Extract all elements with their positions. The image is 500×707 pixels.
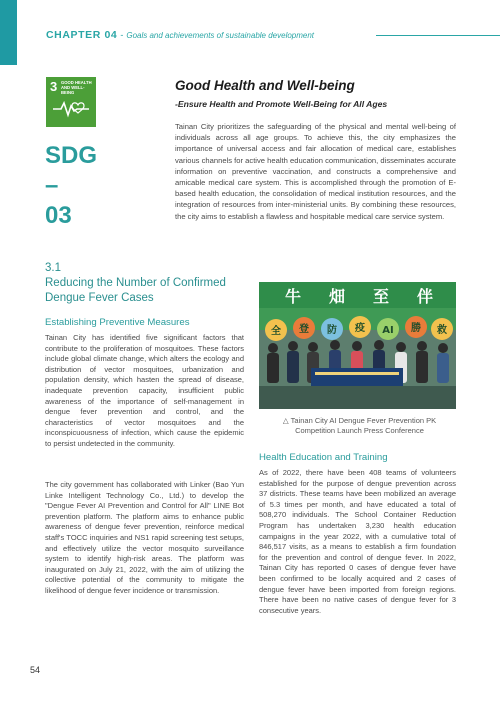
banner-char: AI: [382, 325, 394, 336]
banner-char: 全: [271, 326, 281, 337]
photo-caption: [262, 416, 457, 436]
banner-char: 畑: [328, 287, 346, 306]
sdg-tile-number: 3: [50, 79, 58, 94]
sdg-tile-label: GOOD HEALTH AND WELL-BEING: [61, 80, 92, 95]
goal-subtitle: -Ensure Health and Promote Well-Being for All Ages: [175, 99, 388, 109]
section-title: Reducing the Number of Confirmed Dengue Fever Cases: [45, 277, 226, 304]
chapter-rule: [376, 35, 500, 36]
sdg-code-line: 03: [45, 202, 72, 229]
section-number: 3.1: [45, 262, 61, 274]
press-conference-photo: [259, 282, 456, 409]
banner-char: 至: [372, 287, 390, 306]
left-heading: Establishing Preventive Measures: [45, 317, 190, 328]
left-paragraph-1: Tainan City has identified five significant factors that contribute to the proliferation of mosquitoes. These factors include global climate change, which alters the ecology and distribution of vector mosquitoes, urbanization and population density, which hasten the spread of disease, inadequate prevention capacity, insufficient public awareness of the importance of self-management in dengue fever prevention and control, and the characteristics of vector mosquitoes and the inconspicuousness of infection, which cause the epidemic to persist undetected in the community.: [45, 333, 244, 448]
banner-char: 勝: [411, 323, 421, 334]
photo-caption-text: Tainan City AI Dengue Fever Prevention PK Competition Launch Press Conference: [290, 416, 437, 435]
chapter-subtitle: Goals and achievements of sustainable development: [126, 30, 315, 40]
left-paragraph-2: The city government has collaborated with Linker (Bao Yun Linke Intelligent Technology Co., Ltd.) to develop the "Dengue Fever AI Prevention and Control for All" LINE Bot prevention platform. The platform aims to enhance public awareness of dengue fever prevention, reinforce medical staff's TOCC inquiries and NS1 rapid screening test setups, and effectively utilize the vector mosquito surveillance system to identify high-risk areas. The platform was inaugurated on July 21, 2022, with the aim of utilizing the collective potential of the community to mitigate the likelihood of dengue fever incidence or transmission.: [45, 480, 244, 595]
page-number: 54: [30, 665, 41, 675]
sdg-3-tile: [46, 77, 96, 127]
triangle-icon: △: [282, 416, 289, 425]
banner-char: 伴: [416, 287, 434, 306]
chapter-side-tab: [0, 0, 17, 65]
right-paragraph: As of 2022, there have been 408 teams of volunteers established for the purpose of dengue prevention across 37 districts. These teams have been mobilized an average of 5.3 times per month, and have educated a total of 508,270 individuals. The School Container Reduction Program has undertaken 3,230 health education campaigns in the year 2022, with a cumulative total of 846,517 visits, as a means to establish a firm foundation for the prevention and control of dengue fever. In 2022, Tainan City has reported 0 cases of dengue fever have been confirmed to be locally acquired and 2 cases of dengue fever have been imported from foreign regions. There have been no native cases of dengue fever for 3 consecutive years.: [259, 468, 456, 615]
sdg-code-line: SDG: [45, 142, 98, 169]
goal-intro: Tainan City prioritizes the safeguarding of the physical and mental well-being of individuals across all age groups. To achieve this, the city emphasizes the importance of universal access and fair allocation of medical care, establishes various channels for active health education communication, disseminates accurate information on preventive vaccination, and constructs a comprehensive and amicable medical care system. This is accomplished through the promotion of E-based health education, the consolidation of medical institution resources, and the integration of resources from inter-ministerial units. By combining these resources, the city aims to establish a flawless and hospitable medical care service system.: [175, 122, 456, 221]
banner-char: 登: [299, 324, 309, 335]
banner-char: 救: [437, 325, 447, 336]
banner-char: 防: [327, 325, 337, 336]
right-heading: Health Education and Training: [259, 452, 388, 463]
chapter-label: CHAPTER 04: [46, 29, 118, 41]
banner-char: 牛: [284, 287, 302, 306]
goal-title: Good Health and Well-being: [175, 78, 355, 93]
chapter-header: [46, 28, 500, 42]
sdg-code-line: –: [45, 172, 59, 199]
heartbeat-icon: [52, 99, 90, 119]
banner-char: 疫: [355, 323, 365, 334]
sdg-code: [45, 141, 105, 231]
chapter-separator: -: [120, 30, 124, 40]
